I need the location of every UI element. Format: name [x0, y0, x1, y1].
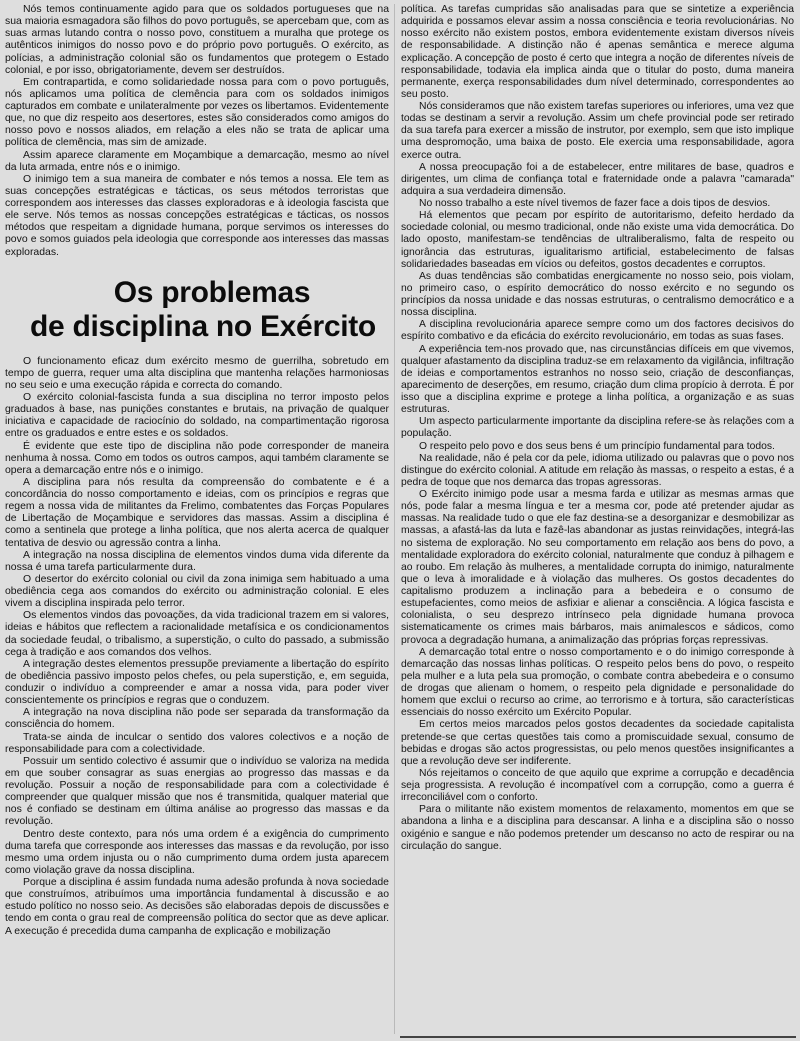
paragraph: A nossa preocupação foi a de estabelecer, entre militares de base, quadros e dirigentes, um clima de confiança total e fraternidade onde a palavra "camarada" adquira a sua verdadeira dimensão.: [401, 161, 794, 197]
article-title: [5, 276, 389, 344]
title-line-1: Os problemas: [113, 275, 311, 309]
title-line-2: de disciplina no Exército: [30, 309, 376, 343]
right-column: [401, 4, 794, 853]
column-divider: [394, 4, 395, 1034]
paragraph: A demarcação total entre o nosso comportamento e o do inimigo corresponde à demarcação das nossas linhas políticas. O respeito pelos bens do povo, o respeito pela mulher e a luta pela sua promoção, o combate contra abebedeira e o consumo de drogas que alienam o homem, o respeito pela dignidade e personalidade do homem que exclui o recurso ao crime, ao terrorismo e à tortura, são características essenciais do nosso exército um Exército Popular.: [401, 646, 794, 719]
paragraph: O desertor do exército colonial ou civil da zona inimiga sem habituado a uma obediência cega aos comandos do exército ou administração colonial. E eles vivem a disciplina inspirada pelo terror.: [5, 573, 389, 610]
paragraph: O Exército inimigo pode usar a mesma farda e utilizar as mesmas armas que nós, pode falar a mesma língua e ter a mesma cor, pode até pretender ajudar as massas. Na realidade tudo o que ele faz destina-se a desorganizar e desmobilizar as massas, a afastá-las da luta e fazê-las abandonar as justas reinvidações, integrá-las no sistema de exploração. No seu comportamento em relação aos bens do povo, a mentalidade exploradora do exército colonial, naturalmente que conduz à pilhagem e ao roubo. Em relação às mulheres, a mentalidade corrupta do inimigo, naturalmente que o leva à imoralidade e à violação das mulheres. Os gostos decadentes do capitalismo produzem a inclinação para a bebedeira e o consumo de estupefacientes, como meios de asfixiar e alienar a consciência. A lógica fascista e colonialista, o seu desprezo intrínseco pela dignidade humana provoca sistematicamente os crimes mais bárbaros, mais animalescos e sádicos, como provoca a degradação humana, a animalização das próprias forças repressivas.: [401, 489, 794, 646]
paragraph: Possuir um sentido colectivo é assumir que o indivíduo se valoriza na medida em que souber consagrar as suas energias ao progresso das massas e da revolução. Possuir a noção de responsabilidade para com a colectividade é compreender que qualquer missão que nos é transmitida, qualquer material que nos é confiado se destinam em última análise ao progresso das massas e da revolução.: [5, 755, 389, 828]
paragraph: O inimigo tem a sua maneira de combater e nós temos a nossa. Ele tem as suas concepções estratégicas e tácticas, os seus métodos terroristas que correspondem aos interesses das classes exploradoras e à ideologia fascista que ele serve. Nós temos as nossas concepções estratégicas e tácticas, os nossos métodos que respeitam a dignidade humana, porque servimos os interesses do povo e somos guiados pela ideologia que corresponde aos interesses das massas exploradas.: [5, 173, 389, 258]
paragraph: A integração na nossa disciplina de elementos vindos duma vida diferente da nossa é uma tarefa particularmente dura.: [5, 549, 389, 573]
paragraph: Para o militante não existem momentos de relaxamento, momentos em que se abandona a linha e a disciplina para descansar. A linha e a disciplina são o nosso oxigénio e sangue e não podemos pretender um descanso no acto de respirar ou na circulação do sangue.: [401, 804, 794, 852]
paragraph: O respeito pelo povo e dos seus bens é um princípio fundamental para todos.: [419, 440, 775, 452]
paragraph: É evidente que este tipo de disciplina não pode corresponder de maneira nenhuma à nossa. Como em todos os outros campos, aqui também claramente se opera a demarcação entre nós e o inimigo.: [5, 440, 389, 476]
paragraph: O exército colonial-fascista funda a sua disciplina no terror imposto pelos graduados à base, nas punições constantes e brutais, na privação de qualquer iniciativa e capacidade de raciocínio do soldado, na compartimentação rigorosa entre os graduados e entre estes e os soldados.: [5, 392, 389, 440]
paragraph: Dentro deste contexto, para nós uma ordem é a exigência do cumprimento duma tarefa que corresponde aos interesses das massas e da revolução, por isso mesmo uma ordem injusta ou o não cumprimento duma ordem justa aparecem como violação grave da nossa disciplina.: [5, 828, 389, 876]
paragraph: Porque a disciplina é assim fundada numa adesão profunda à nova sociedade que construímos, atribuímos uma importância fundamental à discussão e ao estudo político no nosso seio. As decisões são elaboradas depois de discussões e tendo em conta o grau real de compreensão política do sector que as deve aplicar. A execução é precedida duma campanha de explicação e mobilização: [5, 877, 389, 937]
paragraph: O funcionamento eficaz dum exército mesmo de guerrilha, sobretudo em tempo de guerra, requer uma alta disciplina que mantenha relações harmoniosas no seu seio e uma execução rápida e correcta do comando.: [5, 355, 389, 391]
paragraph: Em contrapartida, e como solidariedade nossa para com o povo português, nós aplicamos uma política de clemência para com os soldados inimigos capturados em combate e unilateralmente por vezes os libertamos. Evidentemente que, no que diz respeito aos desertores, estes são considerados como amigos do nosso povo e nossos aliados, em relação a eles não se trata de aplicar uma política de clemência, mas sim de amizade.: [5, 76, 389, 149]
paragraph: Trata-se ainda de inculcar o sentido dos valores colectivos e a noção de responsabilidade para com a colectividade.: [5, 731, 389, 755]
paragraph: A integração destes elementos pressupõe previamente a libertação do espírito de obediência passivo imposto pelos chefes, ou pela superstição, e, em seguida, conduzir o indivíduo a compreender e amar a nossa vida, para poder viver conscientemente os princípios e regras que o conduzem.: [5, 658, 389, 707]
paragraph: No nosso trabalho a este nível tivemos de fazer face a dois tipos de desvios.: [419, 198, 771, 209]
paragraph: política. As tarefas cumpridas são analisadas para que se sintetize a experiência adquirida e possamos elevar assim a nossa consciência e teoria revolucionárias. No nosso exército não existem postos, embora evidentemente existam diversos níveis de responsabilidade. A distinção não é apenas semântica e merece alguma explicação. A concepção de posto é certo que integra a noção de diferentes níveis de responsabilidade, todavia ela implica ainda que o titular do posto, duma maneira permanente, exerça responsabilidades dum nível determinado, correspondentes ao seu posto.: [401, 4, 794, 100]
bottom-rule: [400, 1036, 796, 1038]
paragraph: Na realidade, não é pela cor da pele, idioma utilizado ou palavras que o povo nos distingue do exército colonial. A atitude em relação às massas, o respeito a estas, é a pedra de toque que nos demarca das tropas agressoras.: [401, 452, 794, 488]
paragraph: As duas tendências são combatidas energicamente no nosso seio, pois violam, no primeiro caso, o espírito democrático do nosso exército e no segundo os princípios da nossa unidade e das nossas estruturas, o centralismo democrático e a nossa disciplina.: [401, 270, 794, 319]
paragraph: Assim aparece claramente em Moçambique a demarcação, mesmo ao nível da luta armada, entre nós e o inimigo.: [5, 149, 389, 173]
paragraph: Há elementos que pecam por espírito de autoritarismo, defeito herdado da sociedade colonial, ou mesmo tradicional, onde não existe uma vida democrática. Do lado oposto, manifestam-se tendências de ultraliberalismo, falta de respeito ou ignorância das estruturas, igualitarismo artificial, estabelecimento de falsas solidariedades baseadas em vícios ou defeitos, gostos decadentes e corruptos.: [401, 210, 794, 270]
paragraph: Os elementos vindos das povoações, da vida tradicional trazem em si valores, ideias e hábitos que reflectem a racionalidade metafísica e os condicionamentos da sociedade feudal, o tribalismo, a superstição, o culto do passado, a submissão cega à tradição e aos comandos dos velhos.: [5, 610, 389, 658]
paragraph: Nós temos continuamente agido para que os soldados portugueses que na sua maioria esmagadora são filhos do povo português, se apercebam que, com as suas armas lutando contra o nosso povo, constituem a muralha que protege os autênticos inimigos do nosso povo e do próprio povo português. O exército, as polícias, a administração colonial são os fundamentos que protegem o Estado colonial, e por isso, obrigatoriamente, devem ser destruídos.: [5, 4, 389, 76]
paragraph: Em certos meios marcados pelos gostos decadentes da sociedade capitalista pretende-se que certas questões tais como a promiscuidade sexual, consumo de bebidas e drogas são actos progressistas, ou pelo menos questões insignificantes a que a revolução deve ser indiferente.: [401, 719, 794, 767]
paragraph: Nós consideramos que não existem tarefas superiores ou inferiores, uma vez que todas se destinam a servir a revolução. Assim um chefe provincial pode ser retirado da sua tarefa para exercer a missão de instrutor, por exemplo, sem que isto implique uma despromoção, uma baixa de posto. Ele exercia uma responsabilidade, agora exerce outra.: [401, 101, 794, 161]
paragraph: A disciplina para nós resulta da compreensão do combatente e é a concordância do nosso comportamento e ideias, com os princípios e regras que regem a nossa vida de militantes da Frelimo, combatentes das Forças Populares de Libertação de Moçambique e servidores das massas. Assim a disciplina é como a sentinela que protege a linha política, que nos alerta acerca de qualquer tentativa de desvio ou agressão contra a linha.: [5, 476, 389, 549]
paragraph: Um aspecto particularmente importante da disciplina refere-se às relações com a população.: [401, 416, 794, 440]
left-column: [5, 4, 389, 938]
paragraph: Nós rejeitamos o conceito de que aquilo que exprime a corrupção e decadência seja progressista. A revolução é incompatível com a corrupção, como a guerra é irreconciliável com o conforto.: [401, 767, 794, 804]
paragraph: A disciplina revolucionária aparece sempre como um dos factores decisivos do espírito combativo e da eficácia do exército revolucionário, em todas as suas fases.: [401, 319, 794, 343]
paragraph: A experiência tem-nos provado que, nas circunstâncias difíceis em que vivemos, qualquer afastamento da disciplina traduz-se em relaxamento da vigilância, infiltração de ideias e comportamentos estranhos no nosso seio, criação de desconfianças, aparecimento de deserções, em resumo, criação dum clima propício à derrota. É por isso que a disciplina exprime e protege a linha política, a organização e as suas estruturas.: [401, 343, 794, 416]
paragraph: A integração na nova disciplina não pode ser separada da transformação da consciência do homem.: [5, 707, 389, 731]
